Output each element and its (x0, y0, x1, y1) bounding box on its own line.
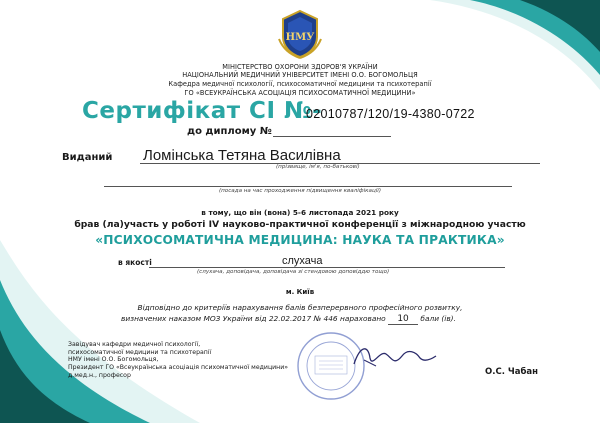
conference-title: «ПСИХОСОМАТИЧНА МЕДИЦИНА: НАУКА ТА ПРАКТИКА» (95, 233, 505, 247)
signatory-line-4: Президент ГО «Всеукраїнська асоціація психоматичної медицини» (68, 364, 289, 372)
association-line: ГО «ВСЕУКРАЇНСЬКА АСОЦІАЦІЯ ПСИХОСОМАТИЧНОЇ МЕДИЦИНИ» (184, 89, 416, 97)
credits-before: визначених наказом МОЗ України від 22.02.2017 № 446 нараховано (121, 314, 386, 323)
diploma-label: до диплому № (187, 126, 272, 137)
certificate-number: 02010787/120/19-4380-0722 (306, 107, 475, 121)
role-caption: (слухача, доповідача, доповідача зі стендовою доповіддю тощо) (197, 269, 390, 275)
credits-line2 (121, 314, 456, 325)
event-dates: в тому, що він (вона) 5-6 листопада 2021 року (201, 208, 399, 217)
signatory-line-1: Завідувач кафедри медичної психології, (68, 341, 201, 348)
signatory-name: О.С. Чабан (485, 367, 539, 377)
signatory-block (68, 341, 288, 380)
department-line: Кафедра медичної психології, психосоматичної медицини та психотерапії (168, 80, 432, 88)
certificate-title: Сертифікат СІ №- (82, 98, 323, 124)
participation-line: брав (ла)участь у роботі IV науково-практичної конференції з міжнародною участю (74, 219, 526, 230)
position-underline (104, 186, 512, 187)
issued-label: Виданий (62, 152, 113, 163)
signatory-line-3: НМУ імені О.О. Богомольця, (68, 356, 159, 364)
city: м. Київ (285, 288, 315, 296)
svg-text:НМУ: НМУ (285, 32, 315, 43)
university-emblem-icon (277, 9, 323, 59)
role-label: в якості (118, 258, 152, 267)
recipient-name: Ломінська Тетяна Василівна (143, 147, 341, 164)
signature-icon (350, 340, 440, 372)
signatory-line-5: д.мед.н., професор (68, 371, 131, 379)
role-value: слухача (282, 255, 323, 267)
signatory-line-2: психосоматичної медицини та психотерапії (68, 348, 212, 356)
name-caption: (прізвище, ім'я, по-батькові) (276, 164, 360, 170)
ministry-line: МІНІСТЕРСТВО ОХОРОНИ ЗДОРОВ'Я УКРАЇНИ (222, 63, 378, 71)
credit-points: 10 (388, 314, 418, 325)
credits-line1: Відповідно до критеріїв нарахування балів безперервного професійного розвитку, (137, 303, 463, 312)
credits-after: бали (ів). (420, 314, 456, 323)
university-line: НАЦІОНАЛЬНИЙ МЕДИЧНИЙ УНІВЕРСИТЕТ ІМЕНІ О.О. БОГОМОЛЬЦЯ (182, 71, 418, 79)
role-underline (149, 267, 505, 268)
position-caption: (посада на час проходження підвищення кваліфікації) (218, 188, 382, 194)
diploma-underline (273, 136, 391, 137)
